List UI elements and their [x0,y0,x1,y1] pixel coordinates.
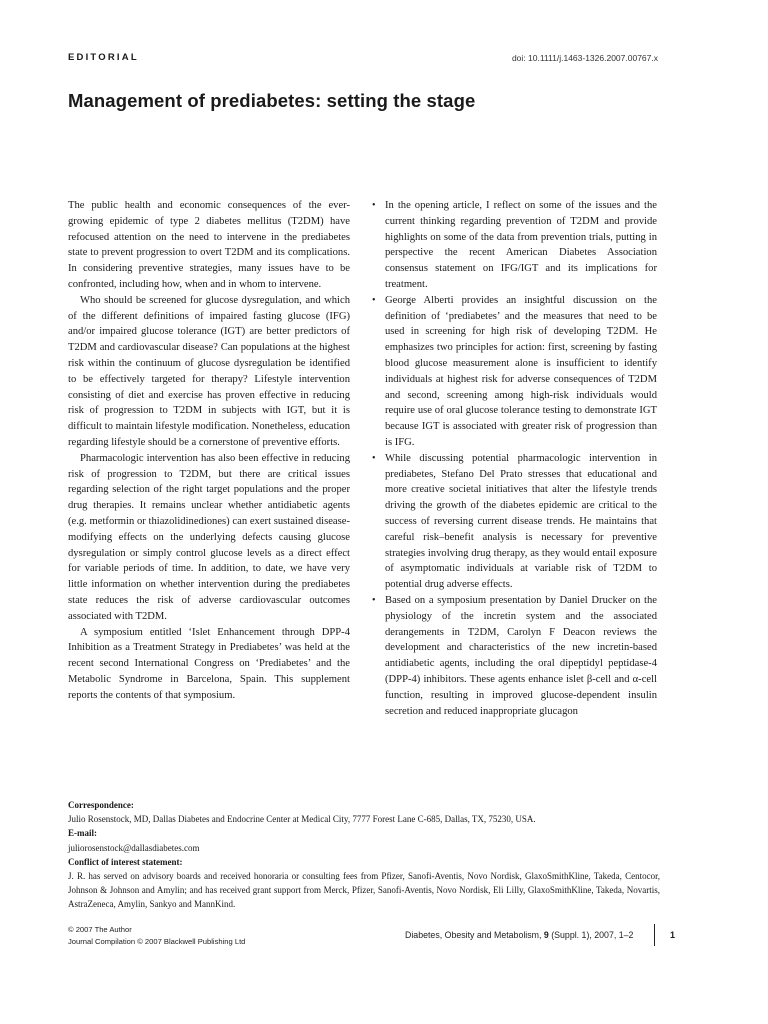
bullet-icon: • [372,200,376,211]
bullet-list [372,198,657,719]
list-item [372,451,657,593]
list-item [372,293,657,451]
paragraph: Pharmacologic intervention has also been effective in reducing risk of progression to T2DM, but there are critical issues regarding selection of the right target populations and the proper drug therapies. It remains unclear whether antidiabetic agents (e.g. metformin or thiazolidinediones) can exert sustained disease-modifying effects on the underlying defects causing glucose dysregulation or simply control glucose levels as a direct effect for variable periods of time. In addition, to date, we have very little information on whether intervention during the prediabetes state reduces the risk of adverse cardiovascular outcomes associated with T2DM. [68,452,350,622]
article-title: Management of prediabetes: setting the stage [68,90,476,111]
paragraph: Who should be screened for glucose dysregulation, and which of the different definitions of impaired fasting glucose (IFG) and/or impaired glucose tolerance (IGT) are better predictors of T2DM and cardiovascular disease? Can populations at the highest risk within the continuum of glucose dysregulation be identified to be effectively targeted for therapy? Lifestyle intervention consisting of diet and exercise has proven effective in reducing risk of progression to T2DM in subjects with IGT, but it is difficult to maintain lifestyle modification. Nonetheless, education regarding lifestyle should be a cornerstone of preventive efforts. [68,294,350,448]
bullet-icon: • [372,594,376,606]
footer-divider [654,924,655,946]
paragraph: The public health and economic consequences of the ever-growing epidemic of type 2 diabetes mellitus (T2DM) have refocused attention on the need to intervene in the prediabetes state to prevent progression to overt T2DM and its complications. In considering preventive strategies, many issues have to be confronted, including how, when and in whom to intervene. [68,200,350,290]
correspondence-address: Julio Rosenstock, MD, Dallas Diabetes and Endocrine Center at Medical City, 7777 Forest Lane C-685, Dallas, TX, 75230, USA. [68,814,536,825]
conflict-label: Conflict of interest statement: [68,856,183,867]
correspondence-label: Correspondence: [68,800,134,810]
journal-citation [405,930,633,940]
paragraph: A symposium entitled ‘Islet Enhancement through DPP-4 Inhibition as a Treatment Strategy in Prediabetes’ was held at the recent second International Congress on ‘Prediabetes’ and the Metabolic Syndrome in Barcelona, Spain. This supplement reports the contents of that symposium. [68,626,350,701]
correspondence-footnote [68,798,660,912]
list-item-text: George Alberti provides an insightful discussion on the definition of ‘prediabetes’ and the measures that need to be used in screening for high risk of developing T2DM. He emphasizes two principles for action: first, screening by fasting blood glucose measurement alone is insufficient to identify individuals at highest risk for adverse consequences of T2DM and second, screening among high-risk individuals would require use of oral glucose tolerance testing to demonstrate IGT because IGT is associated with greater risk of progression than is IFG. [385,294,657,448]
copyright-compilation: Journal Compilation © 2007 Blackwell Publishing Ltd [68,937,246,946]
page-number: 1 [670,930,676,940]
copyright-author: © 2007 The Author [68,925,132,934]
list-item [372,198,657,293]
conflict-statement: J. R. has served on advisory boards and received honoraria or consulting fees from Pfizer, Sanofi-Aventis, Novo Nordisk, GlaxoSmithKline, Takeda, Centocor, Johnson & Johnson and Amylin; and has received grant support from Merck, Pfizer, Sanofi-Aventis, Novo Nordisk, Eli Lilly, GlaxoSmithKline, Takeda, Novartis, AstraZeneca, Amylin, Sankyo and MannKind. [68,871,660,910]
body-column-left [68,198,350,704]
doi[interactable]: doi: 10.1111/j.1463-1326.2007.00767.x [511,53,658,63]
section-label: EDITORIAL [68,52,139,63]
copyright [68,924,245,948]
list-item [372,593,657,719]
bullet-icon: • [372,294,376,306]
email-address[interactable]: juliorosenstock@dallasdiabetes.com [68,842,200,853]
journal-volume: 9 [543,930,549,940]
list-item-text: In the opening article, I reflect on some of the issues and the current thinking regarding prevention of T2DM and provide highlights on some of the data from prevention trials, putting in perspective the recent American Diabetes Association consensus statement on IFG/IGT and its implications for treatment. [385,200,657,290]
list-item-text: While discussing potential pharmacologic intervention in prediabetes, Stefano Del Prato stresses that educational and more creative societal initiatives that alter the lifestyle trends driving the growth of the diabetes epidemic are critical to the success of reversing current disease trends. He maintains that careful risk–benefit analysis is necessary for preventive strategies involving drug therapy, as they would entail exposure of asymptomatic individuals at variable risk of T2DM to potential drug adverse effects. [385,452,657,591]
email-label: E-mail: [68,828,97,839]
body-column-right [372,198,657,719]
journal-issue-pages: (Suppl. 1), 2007, 1–2 [551,930,634,940]
journal-name: Diabetes, Obesity and Metabolism, [405,930,542,940]
bullet-icon: • [372,452,376,464]
list-item-text: Based on a symposium presentation by Daniel Drucker on the physiology of the incretin system and the associated derangements in T2DM, Carolyn F Deacon reviews the development and characteristics of the new incretin-based antidiabetic agents, including the oral dipeptidyl peptidase-4 (DPP-4) inhibitors. These agents enhance islet β-cell and α-cell function, resulting in improved glucose-dependent insulin secretion and reduced inappropriate glucagon [385,594,657,717]
